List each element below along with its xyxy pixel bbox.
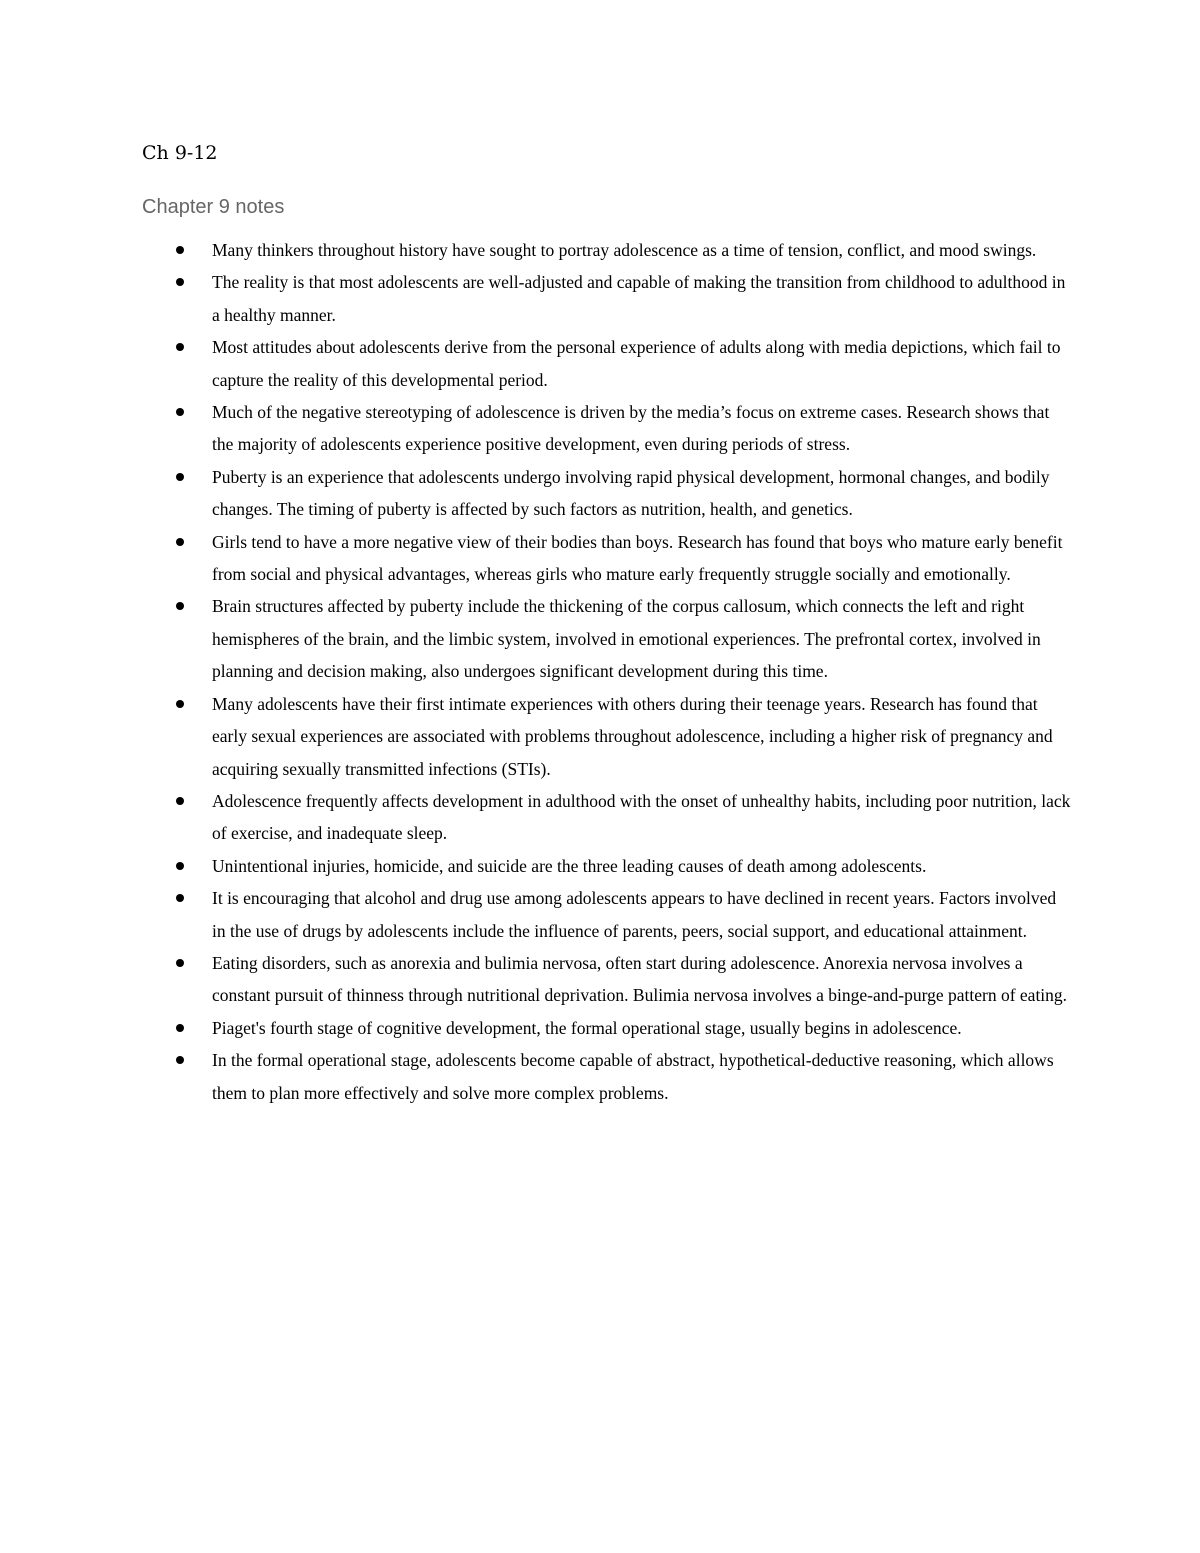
list-item-text: Many thinkers throughout history have sought to portray adolescence as a time of tension, conflict, and mood swings.	[212, 240, 1037, 260]
bullet-icon	[176, 473, 184, 481]
list-item	[212, 947, 1072, 1012]
bullet-icon	[176, 343, 184, 351]
list-item-text: Piaget's fourth stage of cognitive development, the formal operational stage, usually begins in adolescence.	[212, 1017, 962, 1038]
bullet-icon	[176, 894, 184, 902]
list-item	[212, 331, 1072, 396]
list-item-text: Most attitudes about adolescents derive from the personal experience of adults along with media depictions, which fail to capture the reality of this developmental period.	[212, 337, 1061, 390]
list-item-text: Puberty is an experience that adolescents undergo involving rapid physical development, hormonal changes, and bodily changes. The timing of puberty is affected by such factors as nutrition, health, and genetics.	[212, 466, 1050, 520]
list-item	[212, 526, 1072, 591]
bullet-icon	[176, 246, 184, 254]
bullet-icon	[176, 700, 184, 708]
bullet-icon	[176, 408, 184, 416]
bullet-icon	[176, 797, 184, 805]
bullet-icon	[176, 959, 184, 967]
list-item-text: Adolescence frequently affects development in adulthood with the onset of unhealthy habits, including poor nutrition, lack of exercise, and inadequate sleep.	[212, 790, 1071, 844]
list-item	[212, 882, 1072, 947]
list-item	[212, 785, 1072, 850]
list-item	[212, 1044, 1072, 1109]
list-item-text: Eating disorders, such as anorexia and bulimia nervosa, often start during adolescence. Anorexia nervosa involves a constant pursuit of thinness through nutritional deprivation. Bulimia nervosa involves a binge-and-purge pattern of eating.	[212, 952, 1068, 1006]
list-item	[212, 234, 1072, 266]
list-item-text: Unintentional injuries, homicide, and suicide are the three leading causes of death among adolescents.	[212, 855, 927, 876]
list-item	[212, 590, 1072, 687]
bullet-icon	[176, 538, 184, 546]
notes-list	[212, 234, 1072, 1109]
bullet-icon	[176, 862, 184, 870]
list-item-text: Girls tend to have a more negative view of their bodies than boys. Research has found that boys who mature early benefit from social and physical advantages, whereas girls who mature early frequently struggle socially and emotionally.	[212, 531, 1063, 585]
list-item-text: Much of the negative stereotyping of adolescence is driven by the media’s focus on extreme cases. Research shows that the majority of adolescents experience positive development, even during periods of stress.	[212, 402, 1050, 455]
bullet-icon	[176, 602, 184, 610]
document-title: Ch 9-12	[142, 142, 218, 164]
list-item-text: Brain structures affected by puberty include the thickening of the corpus callosum, which connects the left and right hemispheres of the brain, and the limbic system, involved in emotional experiences. The prefrontal cortex, involved in planning and decision making, also undergoes significant development during this time.	[212, 596, 1041, 682]
list-item-text: In the formal operational stage, adolescents become capable of abstract, hypothetical-deductive reasoning, which allows them to plan more effectively and solve more complex problems.	[212, 1050, 1054, 1103]
list-item	[212, 396, 1072, 461]
list-item	[212, 688, 1072, 785]
bullet-icon	[176, 1056, 184, 1064]
list-item-text: The reality is that most adolescents are well-adjusted and capable of making the transition from childhood to adulthood in a healthy manner.	[212, 272, 1066, 325]
list-item-text: It is encouraging that alcohol and drug use among adolescents appears to have declined in recent years. Factors involved in the use of drugs by adolescents include the influence of parents, peers, social support, and educational attainment.	[212, 888, 1057, 941]
bullet-icon	[176, 1024, 184, 1032]
bullet-icon	[176, 278, 184, 286]
list-item	[212, 850, 1072, 882]
section-heading: Chapter 9 notes	[142, 196, 285, 218]
list-item-text: Many adolescents have their first intimate experiences with others during their teenage years. Research has found that early sexual experiences are associated with problems throughout adolescence, including a higher risk of pregnancy and acquiring sexually transmitted infections (STIs).	[212, 693, 1053, 779]
list-item	[212, 1012, 1072, 1044]
list-item	[212, 461, 1072, 526]
list-item	[212, 266, 1072, 331]
